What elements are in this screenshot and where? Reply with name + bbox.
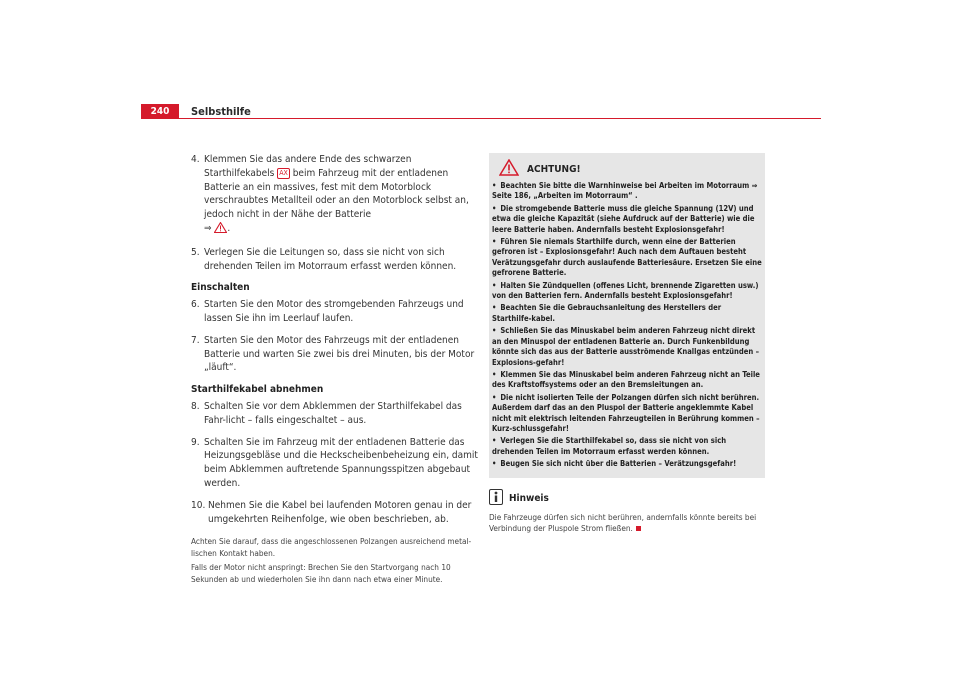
step-9 — [191, 436, 481, 491]
warning-item: • Halten Sie Zündquellen (offenes Licht, brennende Zigaretten usw.) von den Batterien fern. Andernfalls besteht Explosionsgefahr! — [492, 280, 759, 301]
notes — [191, 536, 481, 585]
warning-item: • Klemmen Sie das Minuskabel beim anderen Fahrzeug nicht an Teile des Kraftstoffsystems oder an den Bremsleitungen an. — [492, 369, 760, 390]
step-number: 7. — [191, 334, 200, 346]
hint-title: Hinweis — [509, 493, 549, 504]
end-marker — [636, 526, 641, 531]
step-text: Nehmen Sie die Kabel bei laufenden Motoren genau in der umgekehrten Reihenfolge, wie oben beschrieben, ab. — [208, 499, 472, 525]
warning-item: • Verlegen Sie die Starthilfekabel so, dass sie nicht von sich drehenden Teilen im Motorraum erfasst werden können. — [492, 436, 727, 456]
step-text: Starten Sie den Motor des stromgebenden Fahrzeugs und lassen Sie ihn im Leerlauf laufen. — [204, 299, 464, 324]
step-7 — [191, 334, 481, 375]
warning-item: • Führen Sie niemals Starthilfe durch, wenn eine der Batterien gefroren ist – Explosionsgefahr! Auch nach dem Auftauen besteht Verätzungsgefahr durch auslaufende Batteriesäure. Ersetzen Sie eine gefrorene Batterie. — [492, 237, 762, 278]
warning-box — [489, 153, 765, 478]
hint-header — [489, 489, 769, 509]
step-5 — [191, 246, 481, 274]
step-number: 9. — [191, 436, 200, 448]
step-number: 8. — [191, 400, 200, 412]
section-title: Selbsthilfe — [191, 105, 251, 118]
step-end: . — [227, 222, 231, 234]
header-rule — [141, 118, 821, 119]
step-4 — [191, 153, 481, 238]
warning-item: • Die stromgebende Batterie muss die gleiche Spannung (12V) und etwa die gleiche Kapazität (siehe Aufdruck auf der Batterie) wie die leere Batterie haben. Andernfalls besteht Explosionsgefahr! — [492, 203, 755, 234]
step-number: 10. — [191, 499, 206, 511]
step-number: 4. — [191, 154, 200, 165]
step-number: 5. — [191, 246, 200, 258]
hint-box — [489, 489, 769, 535]
note-contact: Achten Sie darauf, dass die angeschlossenen Polzangen ausreichend metal-lischen Kontakt haben. — [191, 536, 472, 558]
instructions-column — [191, 153, 481, 588]
step-text: Schalten Sie im Fahrzeug mit der entladenen Batterie das Heizungsgebläse und die Heckscheibenbeheizung ein, damit beim Abklemmen auftretende Spannungsspitzen abgebaut werden. — [204, 436, 478, 489]
step-10 — [191, 499, 481, 527]
warning-item: • Beugen Sie sich nicht über die Batterien – Verätzungsgefahr! — [492, 459, 737, 469]
warning-item: • Beachten Sie bitte die Warnhinweise bei Arbeiten im Motorraum ⇒ Seite 186, „Arbeiten im Motorraum“ . — [492, 181, 758, 201]
info-icon — [489, 489, 503, 509]
step-8 — [191, 400, 481, 428]
step-text: Klemmen Sie das andere Ende des schwarzen Starthilfekabels — [204, 154, 412, 179]
step-text: Starten Sie den Motor des Fahrzeugs mit der entladenen Batterie und warten Sie zwei bis drei Minuten, bis der Motor „läuft“. — [204, 334, 475, 374]
step-number: 6. — [191, 299, 200, 311]
warning-item: • Beachten Sie die Gebrauchsanleitung des Herstellers der Starthilfe-kabel. — [492, 303, 722, 323]
warning-list — [492, 181, 762, 472]
warning-header — [499, 160, 581, 178]
note-engine-start: Falls der Motor nicht anspringt: Brechen Sie den Startvorgang nach 10 Sekunden ab und wiederholen Sie ihn dann nach etwa einer Minute. — [191, 562, 451, 584]
reference-arrow: ⇒ — [204, 222, 212, 234]
heading-einschalten: Einschalten — [191, 282, 250, 294]
figure-reference-code: AX — [279, 168, 288, 177]
hint-text: Die Fahrzeuge dürfen sich nicht berühren, andernfalls könnte bereits bei Verbindung der Pluspole Strom fließen. — [489, 511, 757, 533]
step-text-continued: beim Fahrzeug mit der entladenen Batterie an ein massives, fest mit dem Motorblock verschraubtes Metallteil oder an den Motorblock selbst an, jedoch nicht in der Nähe der Batterie — [204, 167, 469, 221]
page-number: 240 — [141, 104, 179, 119]
warning-item: • Die nicht isolierten Teile der Polzangen dürfen sich nicht berühren. Außerdem darf das an den Pluspol der Batterie angeklemmte Kabel nicht mit elektrisch leitenden Fahrzeugteilen in Berührung kommen – Kurz-schlussgefahr! — [492, 392, 760, 433]
warning-triangle-icon — [214, 222, 227, 238]
step-text: Verlegen Sie die Leitungen so, dass sie nicht von sich drehenden Teilen im Motorraum erfasst werden können. — [204, 246, 457, 272]
heading-starthilfekabel-abnehmen: Starthilfekabel abnehmen — [191, 384, 324, 396]
warning-item: • Schließen Sie das Minuskabel beim anderen Fahrzeug nicht direkt an den Minuspol der entladenen Batterie an. Durch Funkenbildung könnte sich das aus der Batterie ausströmende Knallgas entzünden – Explosions-gefahr! — [492, 326, 760, 367]
warning-title: ACHTUNG! — [527, 163, 581, 175]
step-6 — [191, 298, 481, 326]
warning-triangle-icon — [499, 159, 519, 180]
step-text: Schalten Sie vor dem Abklemmen der Starthilfekabel das Fahr-licht – falls eingeschaltet – aus. — [204, 400, 462, 426]
